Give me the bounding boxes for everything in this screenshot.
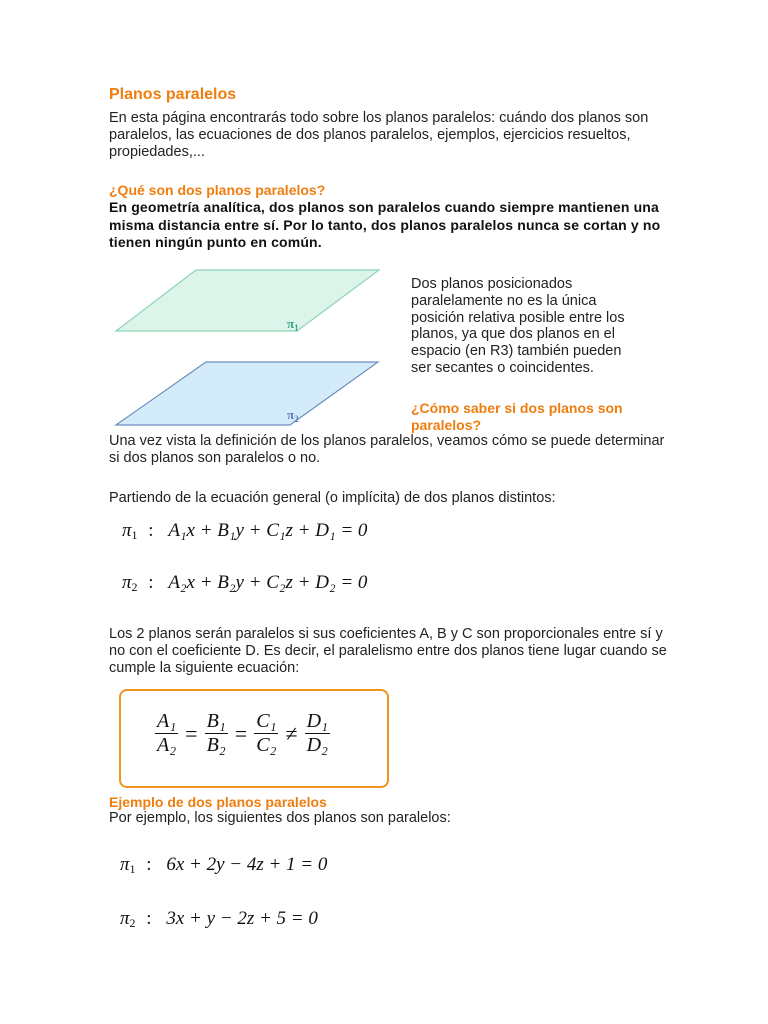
page-title: Planos paralelos <box>109 86 237 103</box>
fraction-d: $\frac{\text{D₁}}{\text{D₂}}$ <box>306 710 328 756</box>
parallel-condition-equation: $\frac{\text{A₁}}{\text{A₂}}$ = $\frac{\text{B₁}}{\text{B₂}}$ = $\frac{\text{C₁}}{\text{C₂}}$ ≠ $\frac{\text{D₁}}{\text{D₂}}$ <box>157 710 328 756</box>
intro-paragraph: En esta página encontrarás todo sobre los planos paralelos: cuándo dos planos son paralelos, las ecuaciones de dos planos paralelos, ejemplos, ejercicios resueltos, propiedades,... <box>109 110 649 160</box>
side-note-paragraph: Dos planos posicionados paralelamente no es la única posición relativa posible entre los planos, ya que dos planos en el espacio (en R3) también pueden ser secantes o coincidentes. <box>411 276 625 376</box>
plane-2-label: $\pi_2$ <box>287 407 299 424</box>
fraction-c: $\frac{\text{C₁}}{\text{C₂}}$ <box>256 710 277 756</box>
fraction-b: $\frac{\text{B₁}}{\text{B₂}}$ <box>206 710 226 756</box>
heading-example: Ejemplo de dos planos paralelos <box>109 794 327 810</box>
general-equation-plane-2: $\pi_2$ : A₂x + B₂y + C₂z + D₂ = 0 <box>122 572 368 594</box>
fraction-a: $\frac{\text{A₁}}{\text{A₂}}$ <box>157 710 177 756</box>
heading-how-to-know: ¿Cómo saber si dos planos son paralelos? <box>411 400 623 433</box>
how-to-paragraph-1: Una vez vista la definición de los planos paralelos, veamos cómo se puede determinar si dos planos son paralelos o no. <box>109 433 665 466</box>
example-paragraph: Por ejemplo, los siguientes dos planos son paralelos: <box>109 810 451 826</box>
heading-what-are-parallel-planes: ¿Qué son dos planos paralelos? <box>109 182 326 198</box>
example-equation-plane-1: $\pi_1$ : 6x + 2y − 4z + 1 = 0 <box>120 854 328 876</box>
plane-2-shape <box>116 362 378 425</box>
plane-1-shape <box>116 270 379 331</box>
how-to-paragraph-2: Partiendo de la ecuación general (o implícita) de dos planos distintos: <box>109 490 556 506</box>
plane-1-label: $\pi_1$ <box>287 316 299 333</box>
proportionality-paragraph: Los 2 planos serán paralelos si sus coeficientes A, B y C son proporcionales entre sí y no con el coeficiente D. Es decir, el paralelismo entre dos planos tiene lugar cuando se cumple la siguiente ecuación: <box>109 626 667 676</box>
example-equation-plane-2: $\pi_2$ : 3x + y − 2z + 5 = 0 <box>120 908 318 930</box>
definition-paragraph: En geometría analítica, dos planos son paralelos cuando siempre mantienen una misma distancia entre sí. Por lo tanto, dos planos paralelos nunca se cortan y no tienen ningún punto en común. <box>109 199 661 250</box>
general-equation-plane-1: $\pi_1$ : A₁x + B₁y + C₁z + D₁ = 0 <box>122 520 368 542</box>
parallel-planes-figure <box>110 265 385 430</box>
